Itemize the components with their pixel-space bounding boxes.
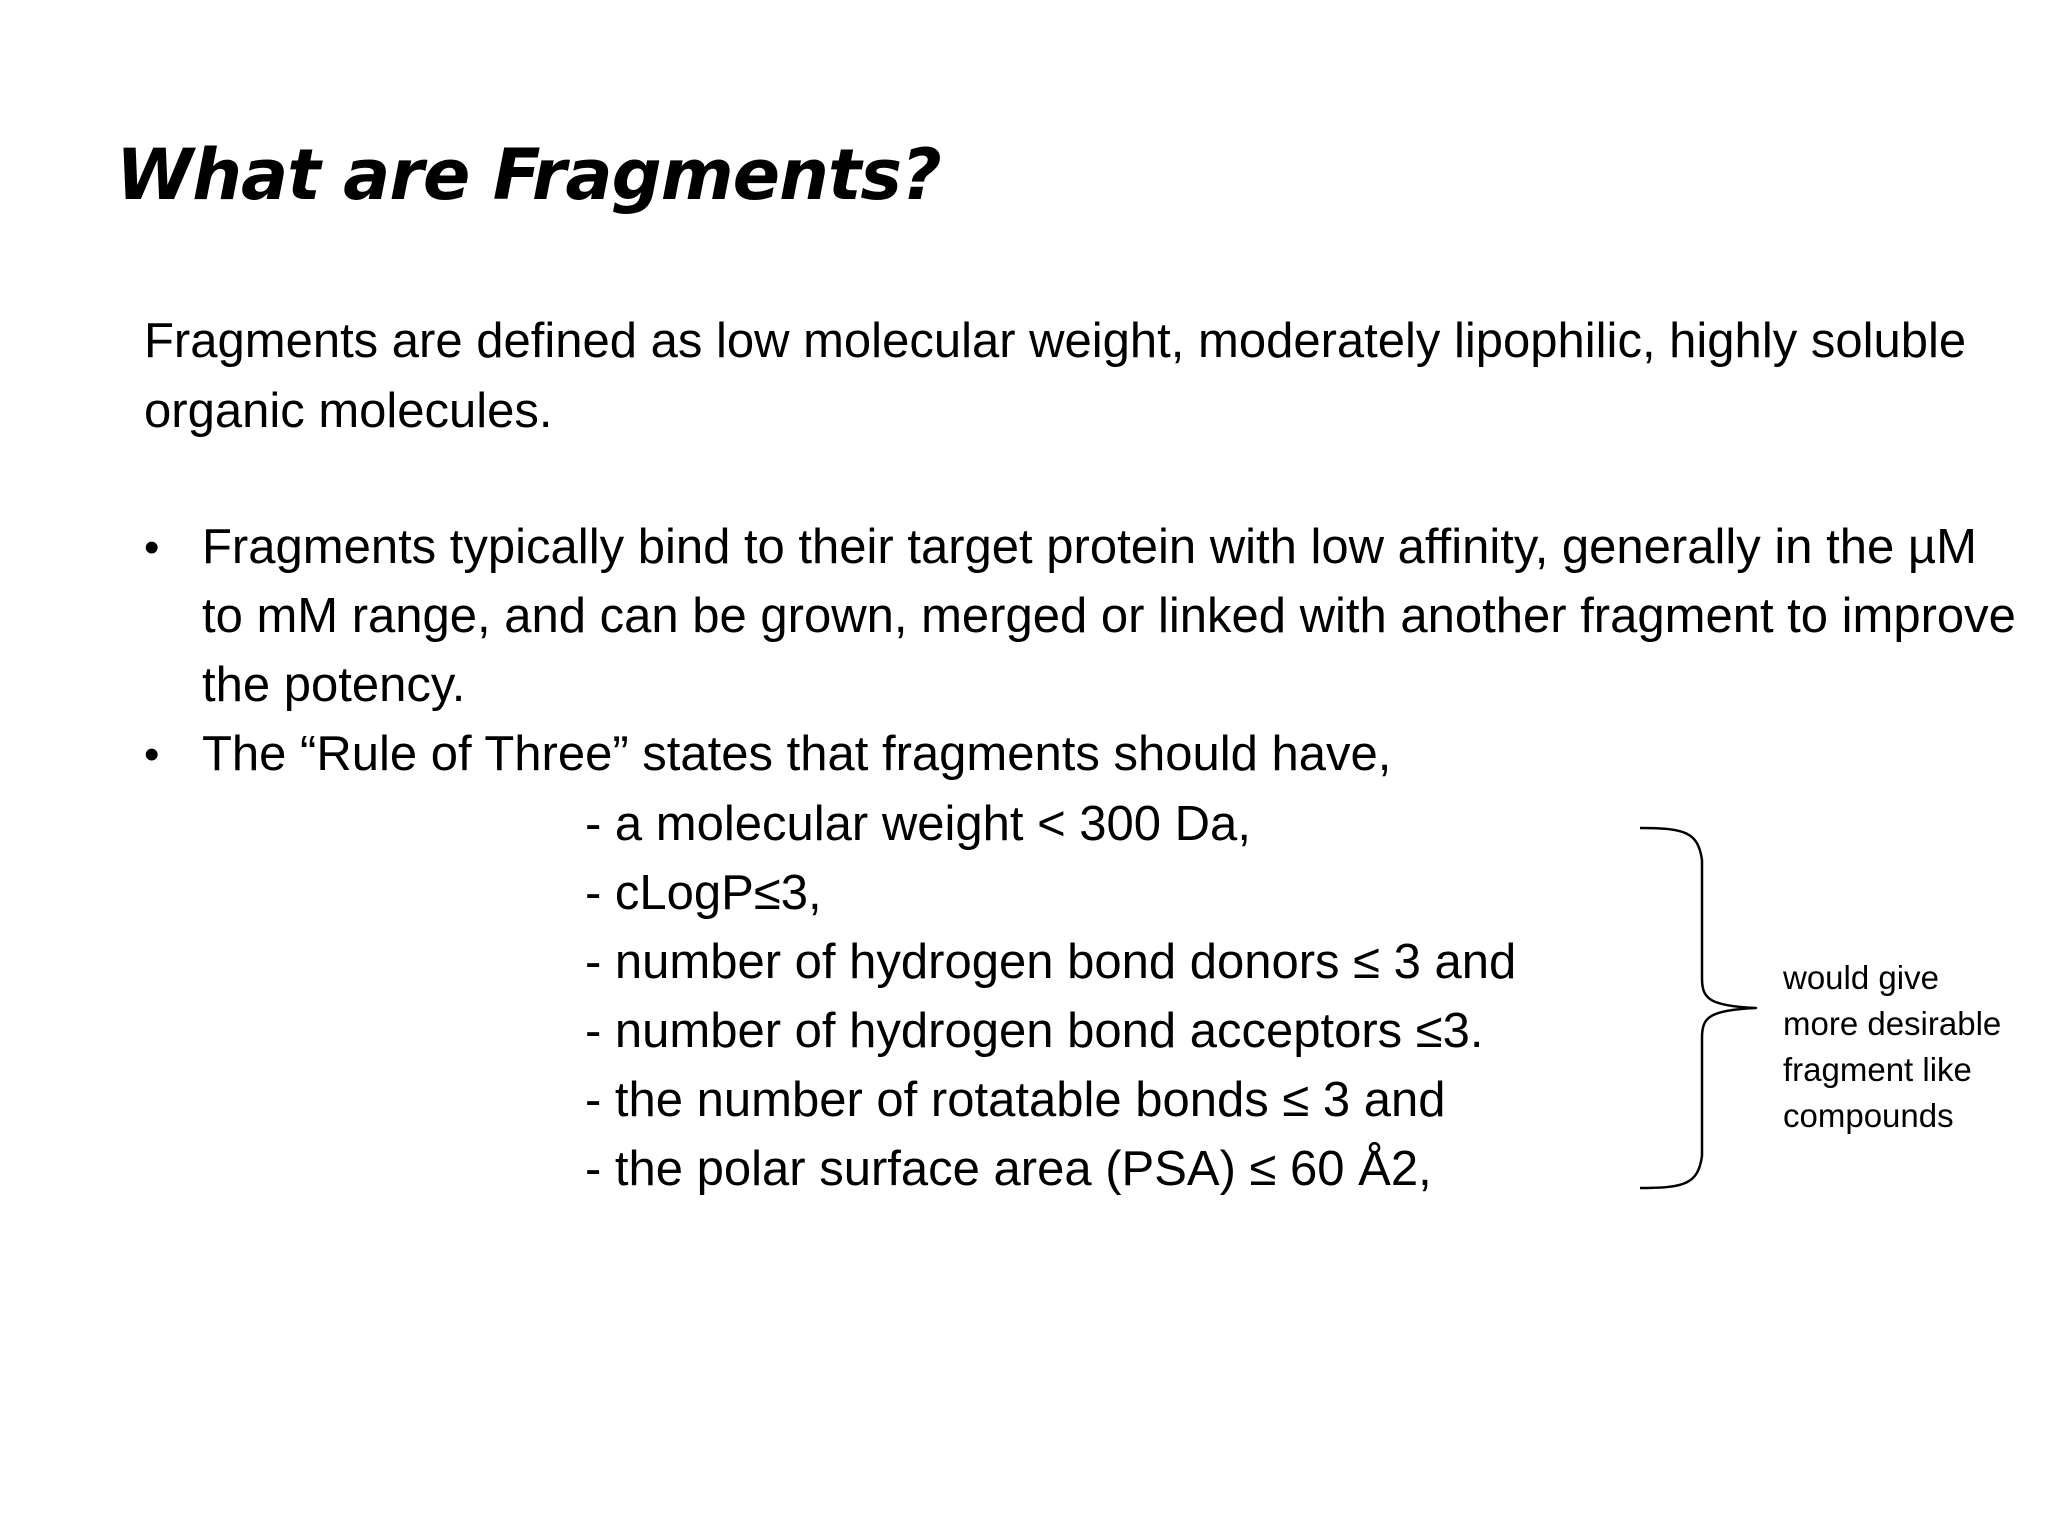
bullet-list xyxy=(144,513,2024,789)
criterion-hbond-acceptors: - number of hydrogen bond acceptors ≤3. xyxy=(585,1004,1484,1058)
bullet-item-binding-affinity xyxy=(144,513,2024,720)
annotation-line: would give xyxy=(1783,959,1939,996)
criterion-hbond-donors: - number of hydrogen bond donors ≤ 3 and xyxy=(585,935,1517,989)
curly-brace-icon xyxy=(1640,818,1770,1196)
annotation-line: more desirable xyxy=(1783,1005,2002,1042)
criterion-clogp: - cLogP≤3, xyxy=(585,866,822,920)
criterion-rotatable-bonds: - the number of rotatable bonds ≤ 3 and xyxy=(585,1073,1446,1127)
bullet-text: The “Rule of Three” states that fragments should have, xyxy=(202,727,1392,781)
annotation-line: compounds xyxy=(1783,1097,1954,1134)
bullet-text: Fragments typically bind to their target protein with low affinity, generally in the µM to mM range, and can be grown, merged or linked with another fragment to improve the potency. xyxy=(202,520,2016,712)
bullet-icon: • xyxy=(144,730,160,779)
intro-paragraph: Fragments are defined as low molecular weight, moderately lipophilic, highly soluble organic molecules. xyxy=(144,314,1967,438)
brace-annotation xyxy=(1783,955,2033,1139)
criterion-polar-surface-area: - the polar surface area (PSA) ≤ 60 Å2, xyxy=(585,1142,1432,1196)
bullet-icon: • xyxy=(144,523,160,572)
rule-of-three-criteria xyxy=(585,790,1516,1204)
bullet-item-rule-of-three xyxy=(144,720,2024,789)
annotation-line: fragment like xyxy=(1783,1051,1972,1088)
criterion-molecular-weight: - a molecular weight < 300 Da, xyxy=(585,797,1251,851)
slide-title: What are Fragments? xyxy=(116,134,941,216)
